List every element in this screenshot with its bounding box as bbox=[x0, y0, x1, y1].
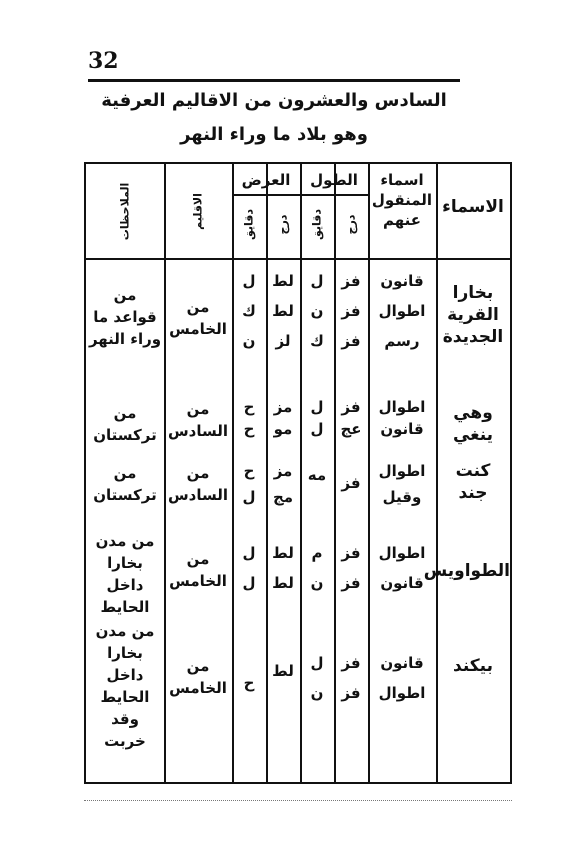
header-lat-degrees: درج bbox=[276, 214, 290, 235]
row-lon-min: ل ن ك bbox=[310, 272, 324, 350]
row-remarks: من مدن بخارا داخل الحايط bbox=[95, 532, 155, 616]
row-source: قانون اطوال رسم bbox=[378, 272, 426, 350]
row-source: اطوال وقيل bbox=[378, 462, 426, 506]
row-lat-deg: مز مج bbox=[272, 462, 294, 506]
row-source: قانون اطوال bbox=[378, 654, 426, 702]
row-lon-min: مه bbox=[307, 466, 327, 484]
row-climate: من الخامس bbox=[169, 657, 227, 697]
row-lon-deg: فز bbox=[341, 474, 361, 492]
row-remarks: من تركستان bbox=[93, 464, 157, 504]
row-name: بخارا القرية الجديدة bbox=[442, 283, 504, 347]
row-climate: من الخامس bbox=[169, 550, 227, 590]
row-name: وهي ينغي bbox=[452, 403, 494, 445]
header-longitude: الطول bbox=[310, 171, 358, 189]
row-climate: من الخامس bbox=[169, 298, 227, 338]
header-lon-minutes: دقايق bbox=[310, 208, 324, 241]
row-lat-deg: لط bbox=[272, 662, 294, 680]
header-lat-minutes: دقايق bbox=[242, 208, 256, 241]
header-climate: الاقليم bbox=[191, 193, 205, 230]
row-lon-min: ل ن bbox=[310, 654, 324, 702]
row-lat-deg: لط لط لز bbox=[272, 272, 294, 350]
header-bottom-line bbox=[86, 258, 510, 260]
table-title: السادس والعشرون من الاقاليم العرفية bbox=[101, 90, 447, 111]
row-source: اطوال قانون bbox=[378, 544, 426, 592]
row-name: كنت جند bbox=[455, 461, 491, 503]
row-lon-min: م ن bbox=[310, 544, 324, 592]
row-lat-min: ح ح bbox=[243, 398, 255, 438]
header-subline bbox=[232, 194, 368, 196]
row-climate: من السادس bbox=[167, 400, 229, 440]
header-lon-degrees: درج bbox=[344, 214, 358, 235]
top-rule bbox=[88, 79, 460, 82]
row-remarks: من مدن بخارا داخل الحايط وقد خربت bbox=[95, 622, 155, 750]
row-remarks: من تركستان bbox=[93, 404, 157, 444]
row-name: بيكند bbox=[453, 656, 493, 676]
row-lon-deg: فز فز bbox=[341, 544, 361, 592]
header-names: الاسماء bbox=[442, 197, 504, 217]
row-source: اطوال قانون bbox=[378, 398, 426, 438]
header-latitude: العرض bbox=[241, 171, 291, 189]
row-lon-deg: فز فز فز bbox=[341, 272, 361, 350]
row-name: الطواويس bbox=[423, 561, 510, 581]
row-remarks: من قواعد ما وراء النهر bbox=[88, 286, 162, 348]
row-lon-deg: فز فز bbox=[341, 654, 361, 702]
row-climate: من السادس bbox=[167, 464, 229, 504]
header-remarks: الملاحظات bbox=[118, 182, 132, 241]
row-lat-min: ل ك ن bbox=[242, 272, 256, 350]
page-number: 32 bbox=[88, 48, 119, 74]
row-lon-deg: فز عج bbox=[340, 398, 362, 438]
row-lat-min: ح bbox=[243, 674, 255, 692]
header-names-transmitted: اسماء المنقول عنهم bbox=[371, 171, 433, 229]
bottom-rule bbox=[84, 800, 512, 801]
row-lat-deg: مز مو bbox=[273, 398, 293, 438]
row-lat-min: ح ل bbox=[242, 462, 256, 506]
row-lon-min: ل ل bbox=[310, 398, 324, 438]
row-lat-deg: لط لط bbox=[272, 544, 294, 592]
row-lat-min: ل ل bbox=[242, 544, 256, 592]
table-subtitle: وهو بلاد ما وراء النهر bbox=[180, 124, 368, 145]
